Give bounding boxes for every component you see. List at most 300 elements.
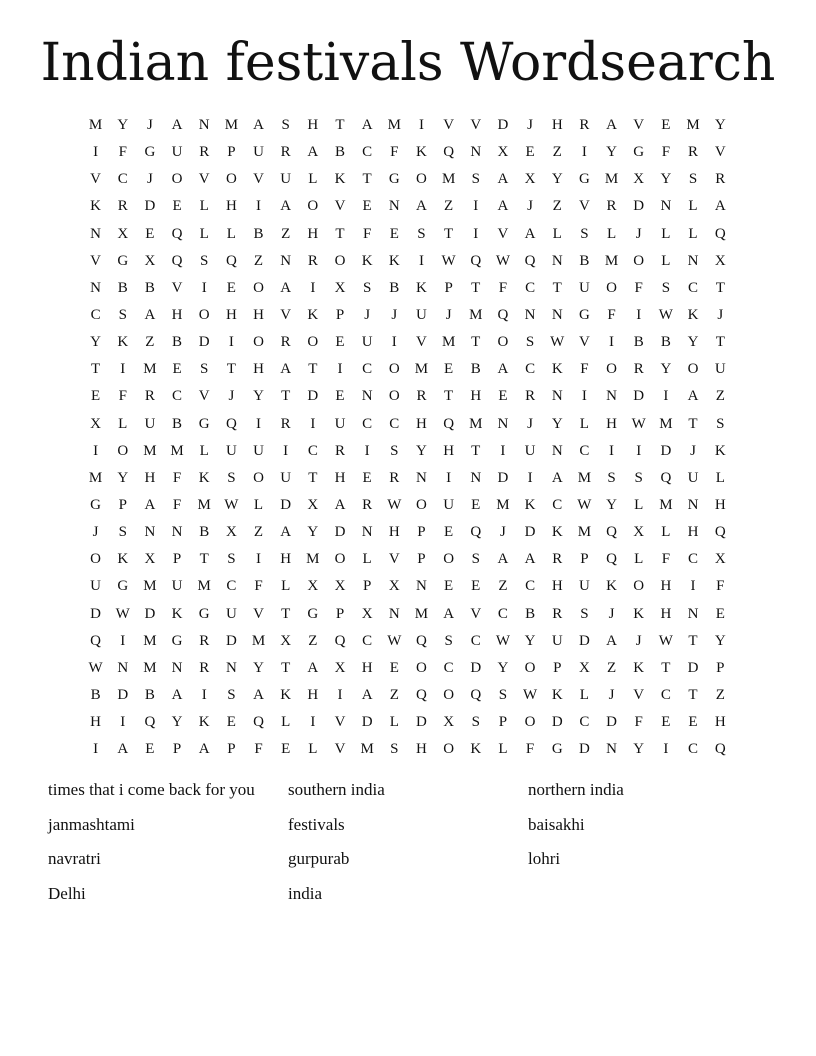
word-list-item: festivals [288,814,345,834]
grid-cell: J [635,632,642,649]
grid-cell: A [171,117,183,134]
grid-cell: A [280,524,292,541]
grid-cell: I [636,442,642,459]
grid-cell: L [634,551,644,568]
grid-cell: G [144,144,156,161]
grid-cell: N [144,524,156,541]
grid-cell: Z [145,334,155,351]
grid-cell: L [552,225,562,242]
grid-cell: N [90,225,101,242]
grid-cell: O [90,551,101,568]
grid-cell: S [390,741,399,758]
grid-cell: M [469,415,483,432]
grid-cell: Y [714,632,726,649]
grid-cell: I [283,442,289,459]
grid-cell: S [118,307,127,324]
grid-cell: Q [225,415,237,432]
grid-cell: I [310,415,316,432]
grid-cell: T [661,659,671,676]
grid-cell: E [471,497,481,514]
grid-cell: O [171,171,183,188]
grid-cell: Z [715,687,725,704]
grid-cell: P [417,551,426,568]
grid-cell: C [552,497,563,514]
grid-cell: U [416,307,427,324]
grid-cell: X [497,144,509,161]
page-title: Indian festivals Wordsearch [40,33,776,93]
grid-cell: B [144,687,155,704]
grid-cell: U [90,578,101,595]
grid-cell: W [522,687,538,704]
grid-cell: M [143,442,157,459]
grid-cell: O [416,659,427,676]
grid-cell: M [143,361,157,378]
grid-cell: Q [443,415,455,432]
word-list-item: janmashtami [48,814,135,834]
grid-cell: S [688,171,698,188]
grid-cell: O [416,171,427,188]
grid-cell: S [362,279,372,296]
grid-cell: Z [253,252,264,269]
grid-cell: X [334,279,346,296]
grid-cell: R [280,415,291,432]
grid-cell: V [334,198,346,215]
grid-cell: Y [90,334,101,351]
grid-cell: M [88,469,103,486]
grid-cell: X [443,714,455,731]
grid-cell: H [660,605,672,622]
grid-cell: W [387,497,402,514]
grid-cell: T [90,361,101,378]
grid-cell: L [226,225,236,242]
word-list-item: india [288,883,322,903]
grid-cell: M [143,659,157,676]
grid-cell: F [254,578,263,595]
grid-cell: M [577,469,592,486]
grid-cell: K [551,361,563,378]
grid-cell: H [307,225,319,242]
grid-cell: A [361,687,373,704]
grid-cell: D [90,605,101,622]
grid-cell: A [280,361,292,378]
grid-cell: R [199,144,210,161]
grid-row [82,736,734,763]
grid-cell: Z [253,524,264,541]
grid-cell: T [281,605,291,622]
grid-cell: B [579,252,590,269]
grid-cell: I [120,361,126,378]
grid-cell: L [498,741,508,758]
grid-cell: K [524,497,536,514]
grid-cell: E [389,225,399,242]
grid-row [82,248,734,275]
grid-cell: W [224,497,239,514]
grid-cell: R [199,632,210,649]
grid-cell: E [362,469,372,486]
grid-cell: E [444,361,454,378]
grid-cell: H [90,714,101,731]
grid-cell: A [497,551,509,568]
grid-cell: E [145,225,155,242]
grid-cell: W [495,632,510,649]
grid-cell: H [714,497,726,514]
grid-cell: L [199,198,209,215]
grid-cell: G [551,741,563,758]
grid-cell: E [335,334,345,351]
grid-cell: N [171,524,183,541]
grid-cell: M [604,171,619,188]
grid-cell: U [225,442,237,459]
grid-cell: C [362,632,373,649]
grid-row [82,329,734,356]
grid-cell: C [579,442,590,459]
grid-cell: B [144,279,155,296]
grid-cell: Z [281,225,291,242]
grid-cell: I [418,117,424,134]
grid-cell: A [551,469,563,486]
grid-cell: V [578,198,590,215]
grid-cell: U [280,469,292,486]
grid-cell: J [92,524,99,541]
grid-cell: B [172,415,183,432]
grid-cell: N [687,605,699,622]
grid-cell: O [687,361,699,378]
grid-cell: K [388,252,400,269]
grid-cell: F [172,497,182,514]
grid-cell: Q [470,687,482,704]
grid-cell: K [416,279,427,296]
grid-cell: S [200,252,209,269]
grid-cell: Q [334,632,346,649]
grid-cell: B [253,225,264,242]
grid-cell: S [200,361,209,378]
grid-cell: A [524,225,536,242]
grid-cell: I [663,741,669,758]
grid-cell: E [688,714,698,731]
grid-cell: D [144,198,156,215]
grid-cell: T [308,361,318,378]
grid-cell: O [117,442,129,459]
grid-cell: D [334,524,346,541]
grid-cell: C [525,578,536,595]
grid-cell: G [307,605,319,622]
grid-cell: Q [171,225,183,242]
grid-cell: G [171,632,183,649]
grid-cell: B [117,279,128,296]
grid-cell: U [225,605,237,622]
grid-cell: V [443,117,455,134]
grid-cell: O [253,334,264,351]
grid-cell: T [199,551,209,568]
grid-cell: V [253,605,264,622]
grid-cell: L [634,497,644,514]
grid-cell: I [609,442,615,459]
grid-cell: Y [416,442,427,459]
grid-cell: Y [714,117,726,134]
word-list-item: lohri [528,849,561,868]
grid-cell: K [551,687,563,704]
grid-cell: W [658,307,673,324]
grid-cell: L [308,171,318,188]
grid-cell: S [390,442,399,459]
grid-cell: O [253,469,264,486]
word-list-item: southern india [288,780,385,799]
grid-cell: T [444,388,454,405]
grid-cell: U [361,334,373,351]
grid-cell: L [199,442,209,459]
grid-cell: H [307,687,319,704]
grid-cell: F [118,144,127,161]
letter-grid [82,112,734,763]
grid-cell: C [497,605,508,622]
grid-cell: Z [308,632,318,649]
grid-cell: T [444,225,454,242]
grid-cell: W [441,252,456,269]
grid-cell: I [581,144,587,161]
grid-cell: P [580,551,589,568]
grid-cell: K [117,551,129,568]
grid-cell: Q [606,524,617,541]
grid-cell: C [470,632,481,649]
grid-cell: G [633,144,645,161]
grid-cell: L [199,225,209,242]
grid-cell: Q [144,714,156,731]
grid-cell: I [93,144,99,161]
grid-cell: I [201,687,207,704]
grid-cell: R [552,605,563,622]
grid-cell: K [633,659,645,676]
grid-cell: H [225,307,237,324]
grid-cell: L [579,415,589,432]
grid-cell: E [444,524,454,541]
grid-cell: E [389,659,399,676]
grid-cell: O [307,198,319,215]
grid-cell: C [688,741,699,758]
grid-cell: D [578,632,590,649]
grid-row [82,709,734,736]
grid-cell: A [524,551,536,568]
grid-cell: H [253,307,264,324]
grid-cell: G [117,252,129,269]
grid-cell: L [579,687,589,704]
grid-cell: H [660,578,672,595]
grid-cell: N [171,659,183,676]
grid-cell: T [471,279,481,296]
grid-cell: Q [416,632,427,649]
grid-cell: Q [606,551,617,568]
grid-cell: Y [687,334,699,351]
grid-cell: X [225,524,237,541]
grid-cell: V [714,144,726,161]
grid-cell: V [90,252,101,269]
grid-cell: U [551,632,563,649]
grid-cell: D [551,714,563,731]
word-list-item: navratri [48,849,101,868]
grid-row [82,356,734,383]
grid-cell: B [172,334,183,351]
grid-cell: N [90,279,101,296]
grid-cell: P [362,578,372,595]
grid-cell: G [388,171,400,188]
grid-cell: I [364,442,370,459]
grid-cell: X [714,551,726,568]
grid-cell: E [498,388,508,405]
grid-cell: X [307,497,319,514]
grid-cell: O [253,279,264,296]
grid-cell: T [715,279,725,296]
grid-cell: C [443,659,454,676]
grid-cell: N [388,198,400,215]
grid-cell: G [578,307,590,324]
grid-cell: J [364,307,371,324]
grid-cell: W [631,415,646,432]
grid-cell: I [256,551,262,568]
grid-cell: H [280,551,292,568]
grid-cell: G [198,605,210,622]
grid-cell: Y [171,714,183,731]
grid-cell: L [688,198,698,215]
grid-cell: C [660,687,671,704]
grid-cell: F [661,551,671,568]
grid-cell: S [417,225,426,242]
grid-cell: H [687,524,699,541]
grid-cell: P [716,659,725,676]
grid-cell: C [579,714,590,731]
grid-cell: N [551,388,563,405]
grid-cell: W [115,605,130,622]
grid-cell: M [414,605,429,622]
grid-cell: N [361,524,373,541]
word-list-item: gurpurab [288,849,350,868]
grid-cell: M [306,551,320,568]
grid-row [82,383,734,410]
grid-cell: Y [117,469,129,486]
grid-cell: X [280,632,292,649]
grid-cell: U [714,361,726,378]
grid-cell: H [416,415,427,432]
grid-cell: S [471,714,480,731]
grid-cell: I [93,442,99,459]
grid-cell: Z [498,578,508,595]
grid-cell: Q [714,225,726,242]
grid-cell: C [525,361,536,378]
grid-cell: N [225,659,237,676]
grid-cell: G [90,497,101,514]
grid-cell: F [525,741,535,758]
grid-cell: O [497,334,509,351]
grid-cell: B [525,605,536,622]
grid-cell: L [118,415,128,432]
grid-cell: R [334,442,345,459]
grid-cell: I [120,632,126,649]
grid-cell: S [634,469,643,486]
grid-cell: R [606,198,617,215]
grid-cell: V [633,117,645,134]
grid-cell: E [226,279,236,296]
grid-cell: G [578,171,590,188]
grid-row [82,112,734,139]
grid-row [82,221,734,248]
grid-cell: N [660,198,672,215]
grid-cell: K [633,605,645,622]
grid-cell: U [578,578,590,595]
grid-cell: B [90,687,101,704]
grid-cell: U [578,279,590,296]
grid-cell: I [636,307,642,324]
grid-cell: B [389,279,400,296]
grid-cell: S [607,469,616,486]
grid-cell: W [495,252,510,269]
grid-cell: J [445,307,452,324]
grid-cell: X [117,225,129,242]
grid-cell: I [391,334,397,351]
grid-cell: J [608,687,615,704]
grid-cell: V [198,388,210,405]
grid-cell: A [497,171,509,188]
grid-cell: C [117,171,128,188]
grid-cell: X [90,415,101,432]
grid-cell: C [525,279,536,296]
grid-cell: M [88,117,103,134]
grid-cell: X [361,605,373,622]
grid-cell: N [361,388,373,405]
grid-cell: A [253,687,264,704]
grid-row [82,519,734,546]
grid-cell: U [443,497,455,514]
grid-cell: E [715,605,725,622]
grid-cell: O [416,497,427,514]
grid-cell: H [551,117,563,134]
grid-cell: C [172,388,183,405]
grid-cell: E [226,714,236,731]
grid-cell: J [500,524,506,541]
grid-cell: J [228,388,235,405]
grid-cell: D [361,714,373,731]
grid-cell: I [337,361,343,378]
grid-cell: O [388,361,400,378]
grid-cell: I [201,279,207,296]
grid-cell: M [143,578,157,595]
grid-cell: F [607,307,616,324]
grid-cell: B [660,334,671,351]
grid-cell: T [552,279,562,296]
grid-cell: V [497,225,509,242]
grid-cell: R [633,361,644,378]
grid-cell: Y [660,171,672,188]
grid-cell: A [307,659,319,676]
grid-cell: T [688,687,698,704]
grid-cell: W [88,659,103,676]
grid-cell: H [253,361,264,378]
grid-cell: K [90,198,101,215]
grid-row [82,492,734,519]
grid-row [82,655,734,682]
grid-cell: L [661,524,671,541]
grid-cell: Y [551,171,563,188]
grid-row [82,193,734,220]
grid-cell: L [688,225,698,242]
grid-cell: I [473,198,479,215]
grid-cell: Y [497,659,509,676]
grid-cell: E [661,714,671,731]
word-list [48,776,768,914]
grid-cell: A [497,361,509,378]
grid-cell: C [362,361,373,378]
grid-cell: J [527,198,533,215]
grid-cell: V [334,714,346,731]
grid-cell: Y [606,497,617,514]
grid-cell: F [716,578,725,595]
